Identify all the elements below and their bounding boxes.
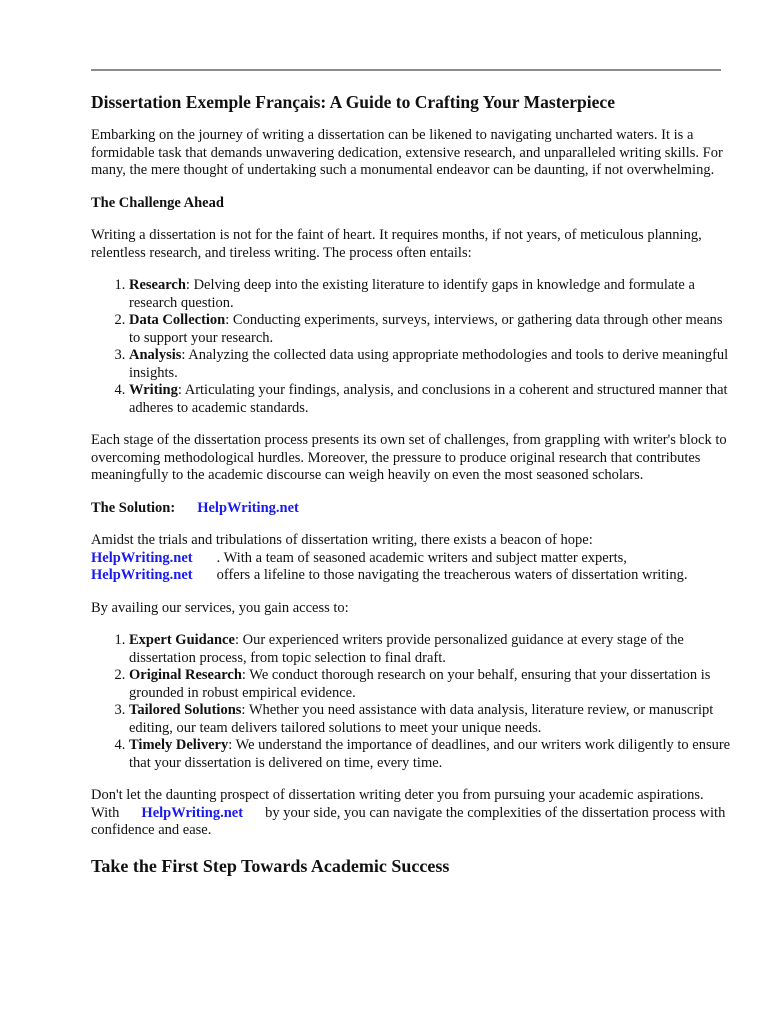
- list-item: [129, 347, 731, 382]
- list-item-text: : Our experienced writers provide personalized guidance at every stage of the dissertation process, from topic selection to final draft.: [129, 632, 684, 666]
- challenge-list: [91, 277, 731, 417]
- list-item-text: : We conduct thorough research on your behalf, ensuring that your dissertation is grounded in robust empirical evidence.: [129, 667, 711, 701]
- intro-paragraph: Embarking on the journey of writing a dissertation can be likened to navigating uncharted waters. It is a formidable task that demands unwavering dedication, extensive research, and unparalleled writing skills. For many, the mere thought of undertaking such a monumental endeavor can be daunting, if not overwhelming.: [91, 127, 723, 178]
- solution-text-a: Amidst the trials and tribulations of dissertation writing, there exists a beacon of hope:: [91, 532, 593, 548]
- list-item: [129, 667, 731, 702]
- list-item: [129, 702, 731, 737]
- list-item-term: Expert Guidance: [129, 632, 235, 648]
- list-item: [129, 737, 731, 772]
- list-item-term: Original Research: [129, 667, 242, 683]
- list-item-term: Writing: [129, 382, 178, 398]
- list-item-term: Tailored Solutions: [129, 702, 242, 718]
- services-list: [91, 632, 731, 772]
- list-item-term: Timely Delivery: [129, 737, 229, 753]
- list-item: [129, 632, 731, 667]
- list-item-text: : Analyzing the collected data using appropriate methodologies and tools to derive meaningful insights.: [129, 347, 729, 381]
- solution-heading: [91, 500, 731, 518]
- list-item-term: Research: [129, 277, 186, 293]
- article-body: [91, 91, 731, 877]
- challenge-closing: Each stage of the dissertation process presents its own set of challenges, from grappling with writer's block to overcoming methodological hurdles. Moreover, the pressure to produce original research that contributes meaningfully to the academic discourse can weigh heavily on even the most seasoned scholars.: [91, 432, 727, 483]
- list-item-text: : Whether you need assistance with data analysis, literature review, or manuscript editing, our team delivers tailored solutions to meet your unique needs.: [129, 702, 714, 736]
- page-title: Dissertation Exemple Français: A Guide to Crafting Your Masterpiece: [91, 92, 615, 112]
- list-item-text: : Articulating your findings, analysis, and conclusions in a coherent and structured manner that adheres to academic standards.: [129, 382, 728, 416]
- list-item-term: Data Collection: [129, 312, 226, 328]
- list-item-term: Analysis: [129, 347, 182, 363]
- list-item: [129, 382, 731, 417]
- solution-text-c: offers a lifeline to those navigating the treacherous waters of dissertation writing.: [216, 567, 688, 583]
- top-divider: [91, 69, 721, 71]
- helpwriting-link[interactable]: HelpWriting.net: [141, 804, 244, 821]
- helpwriting-link[interactable]: HelpWriting.net: [197, 499, 299, 516]
- challenge-heading: The Challenge Ahead: [91, 194, 224, 211]
- list-item-text: : Conducting experiments, surveys, interviews, or gathering data through other means to support your research.: [129, 312, 723, 346]
- solution-heading-label: The Solution:: [91, 499, 176, 516]
- list-item: [129, 312, 731, 347]
- closing-text-a: Don't let the daunting prospect of dissertation writing deter you from pursuing your academic aspirations. With: [91, 787, 704, 821]
- closing-paragraph: [91, 787, 731, 840]
- helpwriting-link[interactable]: HelpWriting.net: [91, 567, 193, 583]
- cta-heading: Take the First Step Towards Academic Success: [91, 855, 450, 876]
- challenge-lead: Writing a dissertation is not for the faint of heart. It requires months, if not years, of meticulous planning, relentless research, and tireless writing. The process often entails:: [91, 227, 702, 261]
- list-item-text: : We understand the importance of deadlines, and our writers work diligently to ensure that your dissertation is delivered on time, every time.: [129, 737, 731, 771]
- solution-text-b: . With a team of seasoned academic writers and subject matter experts,: [216, 549, 627, 566]
- services-lead: By availing our services, you gain access to:: [91, 599, 349, 616]
- solution-paragraph: [91, 532, 731, 585]
- list-item-text: : Delving deep into the existing literature to identify gaps in knowledge and formulate a research question.: [129, 277, 695, 311]
- closing-text-b: by your side, you can navigate the complexities of the dissertation process with confidence and ease.: [91, 804, 726, 838]
- helpwriting-link[interactable]: HelpWriting.net: [91, 549, 193, 566]
- list-item: [129, 277, 731, 312]
